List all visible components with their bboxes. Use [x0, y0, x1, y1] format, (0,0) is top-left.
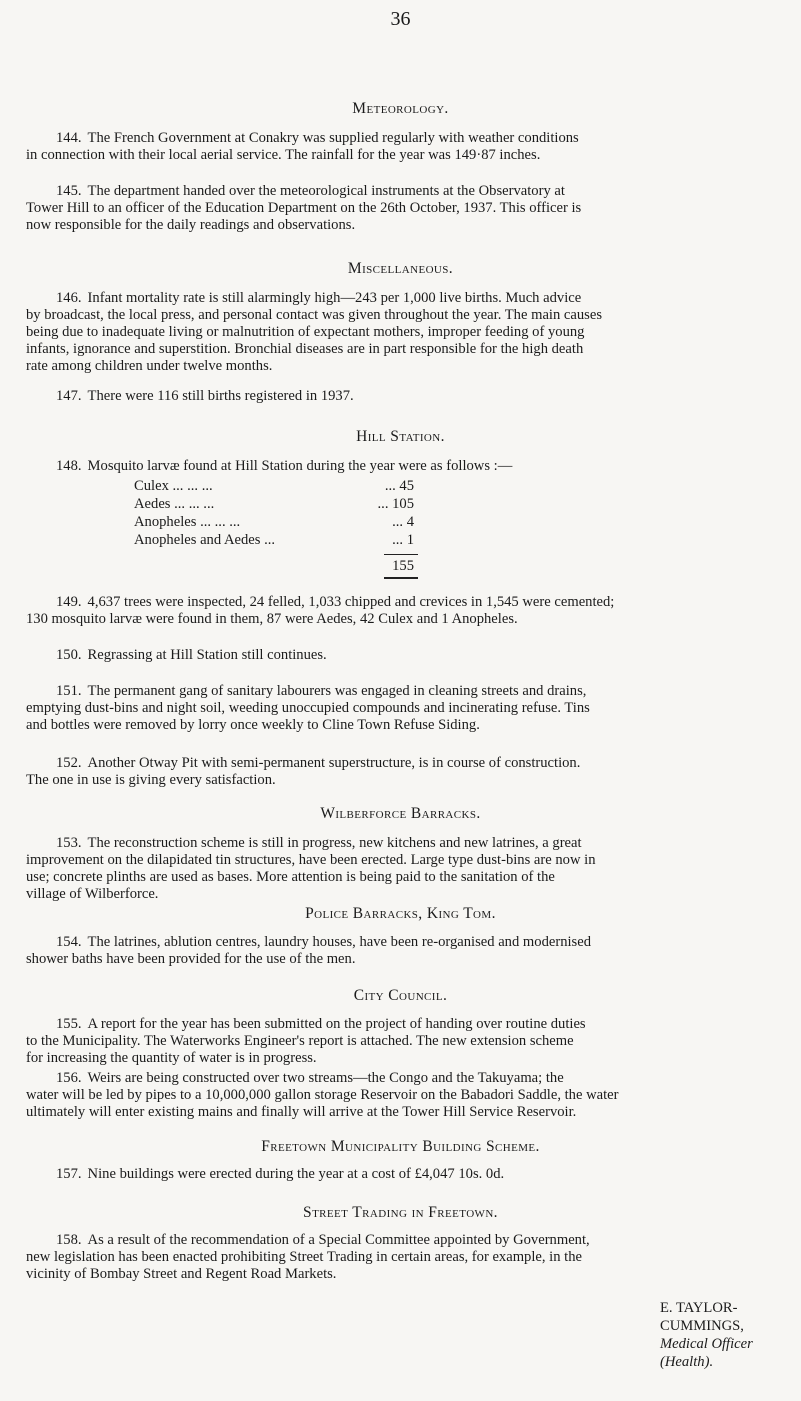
paragraph-text: Another Otway Pit with semi-permanent superstructure, is in course of construction. — [87, 755, 581, 771]
table-value: ... 105 — [377, 496, 414, 512]
paragraph-text: The French Government at Conakry was supplied regularly with weather conditions — [87, 130, 579, 146]
paragraph-number: 145. — [56, 183, 82, 199]
paragraph-number: 158. — [56, 1232, 82, 1248]
table-value: ... 1 — [392, 532, 414, 548]
paragraph-text: infants, ignorance and superstition. Bronchial diseases are in part responsible for the high death — [26, 341, 584, 357]
heading-wilberforce: Wilberforce Barracks. — [320, 805, 481, 822]
table-row — [134, 496, 414, 513]
paragraph-text: Regrassing at Hill Station still continues. — [87, 647, 327, 663]
signature-block — [660, 1299, 801, 1371]
paragraph-text: Weirs are being constructed over two streams—the Congo and the Takuyama; the — [87, 1070, 564, 1086]
paragraph-text: ultimately will enter existing mains and finally will arrive at the Tower Hill Service Reservoir. — [26, 1104, 577, 1120]
paragraph-158 — [26, 1232, 778, 1283]
table-row — [134, 532, 414, 549]
paragraph-text: now responsible for the daily readings and observations. — [26, 217, 356, 233]
paragraph-number: 153. — [56, 835, 82, 851]
heading-meteorology: Meteorology. — [352, 100, 449, 117]
heading-building-scheme: Freetown Municipality Building Scheme. — [261, 1138, 540, 1155]
paragraph-text: 130 mosquito larvæ were found in them, 87 were Aedes, 42 Culex and 1 Anopheles. — [26, 611, 518, 627]
paragraph-number: 144. — [56, 130, 82, 146]
paragraph-150 — [26, 647, 778, 664]
table-label: Anopheles ... ... ... — [134, 514, 241, 530]
paragraph-148 — [26, 458, 778, 475]
paragraph-text: village of Wilberforce. — [26, 886, 159, 902]
paragraph-text: for increasing the quantity of water is in progress. — [26, 1050, 317, 1066]
signature-name: E. TAYLOR-CUMMINGS, — [660, 1300, 744, 1334]
table-row — [134, 478, 414, 495]
paragraph-text: The permanent gang of sanitary labourers was engaged in cleaning streets and drains, — [87, 683, 587, 699]
paragraph-152 — [26, 755, 778, 789]
paragraph-145 — [26, 183, 778, 234]
page-number: 36 — [390, 8, 411, 30]
paragraph-text: by broadcast, the local press, and personal contact was given throughout the year. The main causes — [26, 307, 603, 323]
paragraph-text: The reconstruction scheme is still in progress, new kitchens and new latrines, a great — [87, 835, 582, 851]
paragraph-text: As a result of the recommendation of a Special Committee appointed by Government, — [87, 1232, 590, 1248]
table-label: Anopheles and Aedes ... — [134, 532, 276, 548]
paragraph-151 — [26, 683, 778, 734]
paragraph-number: 150. — [56, 647, 82, 663]
paragraph-number: 152. — [56, 755, 82, 771]
paragraph-number: 149. — [56, 594, 82, 610]
paragraph-155 — [26, 1016, 778, 1067]
paragraph-number: 156. — [56, 1070, 82, 1086]
heading-miscellaneous: Miscellaneous. — [347, 260, 454, 277]
paragraph-number: 155. — [56, 1016, 82, 1032]
paragraph-text: to the Municipality. The Waterworks Engineer's report is attached. The new extension scheme — [26, 1033, 574, 1049]
sum-rule — [384, 554, 418, 555]
paragraph-text: Mosquito larvæ found at Hill Station during the year were as follows :— — [87, 458, 513, 474]
signature-title: Medical Officer (Health). — [660, 1336, 753, 1370]
table-label: Culex ... ... ... — [134, 478, 213, 494]
paragraph-text: and bottles were removed by lorry once weekly to Cline Town Refuse Siding. — [26, 717, 480, 733]
paragraph-text: improvement on the dilapidated tin structures, have been erected. Large type dust-bins are now in — [26, 852, 596, 868]
paragraph-text: new legislation has been enacted prohibiting Street Trading in certain areas, for example, in the — [26, 1249, 583, 1265]
paragraph-number: 157. — [56, 1166, 82, 1182]
heading-city-council: City Council. — [353, 987, 448, 1004]
paragraph-text: A report for the year has been submitted on the project of handing over routine duties — [87, 1016, 586, 1032]
paragraph-text: shower baths have been provided for the use of the men. — [26, 951, 356, 967]
paragraph-text: There were 116 still births registered in 1937. — [87, 388, 354, 404]
paragraph-text: in connection with their local aerial service. The rainfall for the year was 149·87 inches. — [26, 147, 541, 163]
paragraph-text: use; concrete plinths are used as bases. More attention is being paid to the sanitation of the — [26, 869, 555, 885]
paragraph-text: water will be led by pipes to a 10,000,000 gallon storage Reservoir on the Babadori Saddle, the water — [26, 1087, 619, 1103]
paragraph-144 — [26, 130, 778, 164]
paragraph-number: 154. — [56, 934, 82, 950]
table-row — [134, 514, 414, 531]
heading-police-barracks: Police Barracks, King Tom. — [305, 905, 496, 922]
paragraph-text: The latrines, ablution centres, laundry houses, have been re-organised and modernised — [87, 934, 592, 950]
paragraph-156 — [26, 1070, 778, 1121]
paragraph-number: 147. — [56, 388, 82, 404]
paragraph-number: 151. — [56, 683, 82, 699]
paragraph-text: rate among children under twelve months. — [26, 358, 273, 374]
paragraph-text: The one in use is giving every satisfaction. — [26, 772, 276, 788]
table-label: Aedes ... ... ... — [134, 496, 215, 512]
paragraph-text: being due to inadequate living or malnutrition of expectant mothers, improper feeding of young — [26, 324, 585, 340]
paragraph-text: vicinity of Bombay Street and Regent Road Markets. — [26, 1266, 337, 1282]
paragraph-text: Tower Hill to an officer of the Education Department on the 26th October, 1937. This officer is — [26, 200, 582, 216]
paragraph-153 — [26, 835, 778, 903]
paragraph-number: 146. — [56, 290, 82, 306]
paragraph-text: The department handed over the meteorological instruments at the Observatory at — [87, 183, 565, 199]
paragraph-149 — [26, 594, 778, 628]
table-total: 155 — [392, 558, 414, 574]
paragraph-number: 148. — [56, 458, 82, 474]
table-value: ... 45 — [384, 478, 414, 494]
paragraph-154 — [26, 934, 778, 968]
paragraph-text: emptying dust-bins and night soil, weeding unoccupied compounds and incinerating refuse. Tins — [26, 700, 590, 716]
paragraph-146 — [26, 290, 778, 375]
table-value: ... 4 — [392, 514, 414, 530]
heading-street-trading: Street Trading in Freetown. — [303, 1204, 498, 1221]
paragraph-147 — [26, 388, 778, 405]
paragraph-157 — [26, 1166, 778, 1183]
paragraph-text: Nine buildings were erected during the year at a cost of £4,047 10s. 0d. — [87, 1166, 505, 1182]
paragraph-text: 4,637 trees were inspected, 24 felled, 1,033 chipped and crevices in 1,545 were cemented; — [87, 594, 615, 610]
heading-hill-station: Hill Station. — [356, 428, 445, 445]
paragraph-text: Infant mortality rate is still alarmingly high—243 per 1,000 live births. Much advice — [87, 290, 582, 306]
total-double-rule — [384, 577, 418, 579]
